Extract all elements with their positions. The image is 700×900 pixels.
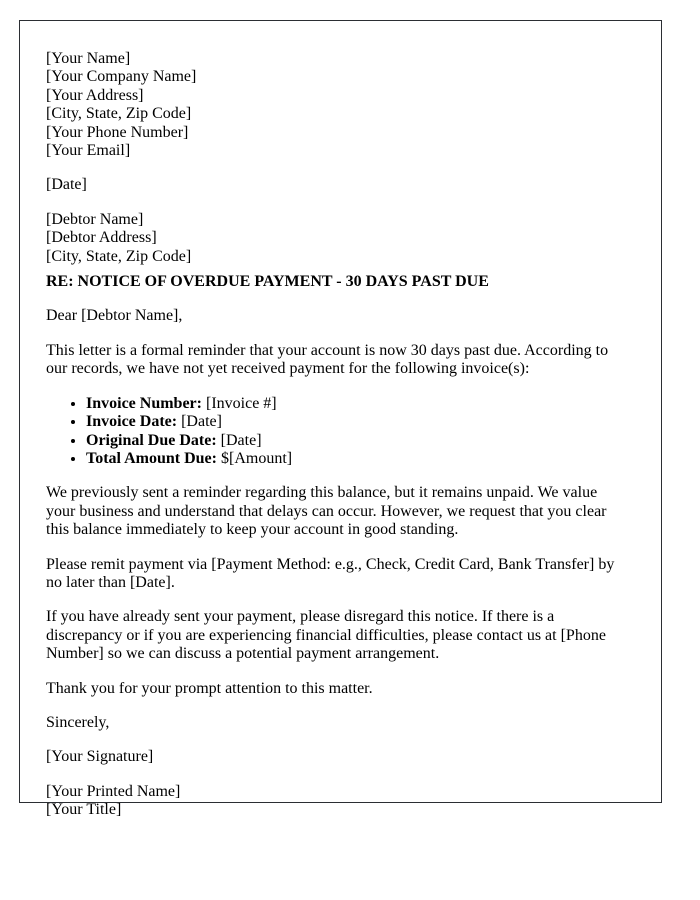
sender-company: [Your Company Name]	[46, 68, 197, 86]
disregard-paragraph: If you have already sent your payment, please disregard this notice. If there is a discrepancy or if you are experiencing financial difficulties, please contact us at [Phone Number] so we can discuss a potential payment arrangement.	[46, 608, 606, 663]
list-item-invoice-date	[86, 413, 623, 431]
reminder-paragraph: We previously sent a reminder regarding this balance, but it remains unpaid. We value your business and understand that delays can occur. However, we request that you clear this balance immediately to keep your account in good standing.	[46, 484, 607, 539]
list-item-original-due-date	[86, 432, 623, 450]
thanks-paragraph: Thank you for your prompt attention to this matter.	[46, 679, 373, 697]
list-item-total-amount-due	[86, 450, 623, 468]
original-due-date-label: Original Due Date:	[86, 431, 217, 449]
debtor-name: [Debtor Name]	[46, 210, 144, 228]
subject-line: RE: NOTICE OF OVERDUE PAYMENT - 30 DAYS PAST DUE	[46, 273, 489, 291]
letter-date: [Date]	[46, 176, 87, 194]
printed-name: [Your Printed Name]	[46, 782, 181, 800]
overdue-payment-letter	[19, 20, 662, 819]
total-amount-due-value: $[Amount]	[216, 449, 293, 467]
signature-placeholder: [Your Signature]	[46, 748, 154, 766]
remit-paragraph: Please remit payment via [Payment Method: e.g., Check, Credit Card, Bank Transfer] by no later than [Date].	[46, 555, 615, 591]
recipient-address-block	[46, 211, 623, 266]
debtor-address: [Debtor Address]	[46, 229, 157, 247]
sender-name: [Your Name]	[46, 50, 131, 67]
invoice-number-value: [Invoice #]	[201, 394, 277, 412]
original-due-date-value: [Date]	[216, 431, 262, 449]
printed-name-block	[46, 783, 623, 820]
salutation: Dear [Debtor Name],	[46, 307, 183, 325]
invoice-date-value: [Date]	[177, 413, 222, 431]
intro-paragraph: This letter is a formal reminder that your account is now 30 days past due. According to our records, we have not yet received payment for the following invoice(s):	[46, 341, 609, 378]
debtor-city-state-zip: [City, State, Zip Code]	[46, 247, 192, 265]
total-amount-due-label: Total Amount Due:	[86, 449, 217, 467]
title-line-clipped: [Your Title]	[46, 801, 122, 819]
invoice-number-label: Invoice Number:	[86, 394, 202, 412]
list-item-invoice-number	[86, 395, 623, 413]
sender-address: [Your Address]	[46, 86, 144, 104]
sender-phone: [Your Phone Number]	[46, 123, 189, 141]
sender-city-state-zip: [City, State, Zip Code]	[46, 105, 192, 123]
invoice-date-label: Invoice Date:	[86, 413, 178, 431]
invoice-detail-list	[46, 395, 623, 469]
sender-address-block	[46, 50, 623, 160]
closing: Sincerely,	[46, 713, 110, 731]
sender-email: [Your Email]	[46, 142, 131, 160]
